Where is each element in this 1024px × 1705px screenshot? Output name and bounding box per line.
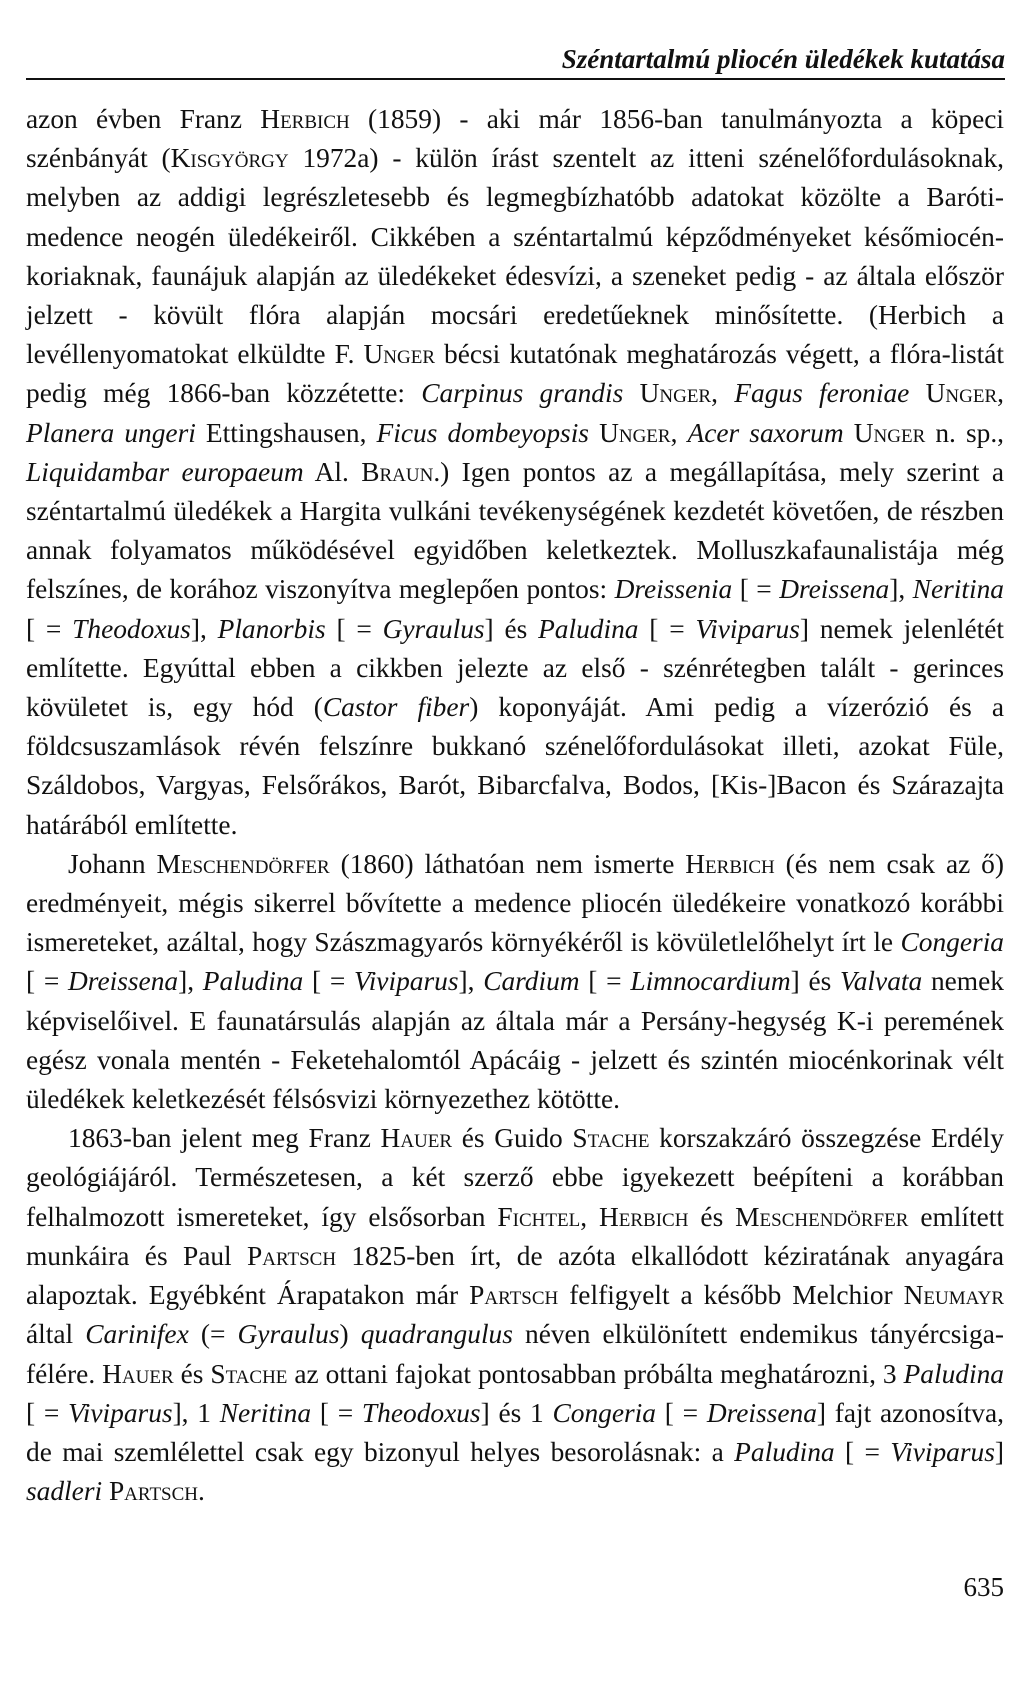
text-run: ) — [339, 1319, 361, 1350]
text-run: ] fajt azonosítva, de mai szemlélettel csak egy bizonyul helyes besorolásnak: a — [26, 1397, 1004, 1467]
text-run: korszakzáró összegzése Erdély geológiájáról. Természetesen, a két szerző ebbe igyekezett beépíteni a korábban felhalmozott ismereteket, így elsősorban — [26, 1123, 1004, 1232]
text-run: (és nem csak az ő) eredményeit, mégis sikerrel bővítette a medence pliocén üledékeire vonatkozó korábbi ismereteket, azáltal, hogy Szászmagyarós környékéről is kövületlelőhelyt írt le — [26, 848, 1004, 958]
author-name: Fichtel — [497, 1201, 581, 1232]
italic-term: Dreissenia — [614, 574, 733, 605]
text-run: [ = — [638, 613, 696, 644]
text-run: ], — [458, 966, 484, 997]
text-run: [ = — [325, 613, 383, 644]
page-number: 635 — [963, 1572, 1004, 1602]
italic-term: Neritina — [219, 1397, 312, 1428]
text-run: ], 1 — [172, 1397, 220, 1428]
text-run: n. sp., — [925, 417, 1005, 448]
author-name: Herbich — [260, 104, 350, 134]
text-run: Al. — [303, 456, 362, 487]
text-run: [ = — [579, 966, 631, 997]
italic-term: Viviparus — [695, 613, 800, 644]
text-run: 1972a) - külön írást szentelt az itteni szénelőfordulásoknak, melyben az addigi legrészletesebb és legmegbízhatóbb adatokat közölte a Baróti-medence neogén üledékeiről. Cikkében a széntartalmú képződményeket későmiocén-koriaknak, faunájuk alapján az üledékeket édesvízi, a szeneket pedig - az általa először jelzett - kövült flóra alapján mocsári eredetűeknek minősítette. (Herbich a levéllenyomatokat elküldte F. — [26, 143, 1004, 370]
italic-term: Carpinus grandis — [421, 378, 624, 409]
text-run: [ = — [303, 966, 354, 997]
italic-term: Planorbis — [217, 613, 326, 644]
text-run: ] és — [790, 966, 841, 997]
text-run — [844, 418, 854, 448]
text-run: [ = — [26, 966, 69, 997]
text-run: néven elkülönített endemikus tányércsiga-félére. — [26, 1319, 1004, 1389]
text-run: ] és — [484, 613, 539, 644]
italic-term: Paludina — [734, 1436, 835, 1467]
author-name: Unger — [639, 378, 712, 409]
italic-term: Neritina — [912, 574, 1004, 605]
header-rule — [26, 78, 1005, 80]
author-name: Stache — [210, 1358, 288, 1389]
italic-term: Congeria — [900, 927, 1004, 958]
italic-term: Paludina — [202, 966, 304, 997]
author-name: Partsch — [108, 1476, 199, 1507]
italic-term: Acer saxorum — [687, 417, 844, 448]
italic-term: Theodoxus — [361, 1397, 481, 1428]
text-run: ] — [994, 1436, 1004, 1467]
text-run: ) koponyáját. Ami pedig a vízerózió és a földcsuszamlások révén felszínre bukkanó szénelőfordulásokat illeti, azokat Füle, Száldobos, Vargyas, Felsőrákos, Barót, Bibarcfalva, Bodos, [Kis-]Bacon és Szárazajta határából említette. — [26, 692, 1004, 840]
author-name: Unger — [925, 378, 998, 409]
italic-term: Cardium — [483, 966, 580, 997]
italic-term: Congeria — [552, 1397, 656, 1428]
text-run: [ = — [732, 574, 780, 605]
author-name: Unger — [363, 339, 435, 370]
italic-term: Carinifex — [85, 1319, 189, 1350]
text-run: [ = — [834, 1436, 891, 1467]
paragraph-3 — [26, 1119, 1004, 1511]
italic-term: Fagus feroniae — [734, 378, 910, 409]
italic-term: Theodoxus — [72, 613, 191, 644]
author-name: Hauer — [380, 1123, 453, 1154]
text-run: ], — [889, 574, 913, 605]
text-run: által — [26, 1319, 86, 1350]
text-run: , — [997, 378, 1004, 409]
italic-term: Ficus dombeyopsis — [376, 417, 589, 448]
paragraph-1 — [26, 100, 1004, 845]
text-run — [102, 1476, 109, 1506]
text-run: ], — [178, 966, 203, 997]
italic-term: Castor fiber — [322, 692, 470, 723]
author-name: Hauer — [102, 1358, 174, 1389]
text-run: ] és 1 — [480, 1397, 553, 1428]
text-run: és — [688, 1201, 736, 1232]
text-run: [ = — [311, 1397, 362, 1428]
text-run: ] nemek jelenlétét említette. Egyúttal ebben a cikkben jelezte az első - szénrétegben talált - gerinces kövületet is, egy hód ( — [26, 613, 1004, 723]
text-run: felfigyelt a később Melchior — [558, 1280, 904, 1311]
italic-term: Viviparus — [68, 1397, 173, 1428]
text-run: bécsi kutatónak meghatározás végett, a flóra-listát pedig még 1866-ban közzétette: — [26, 339, 1004, 409]
text-run — [589, 418, 599, 448]
author-name: Partsch — [247, 1240, 337, 1271]
text-run: Ettingshausen, — [195, 417, 377, 448]
text-run: [ = — [655, 1397, 707, 1428]
italic-term: quadrangulus — [360, 1319, 513, 1350]
author-name: Herbich — [685, 848, 775, 879]
text-run: (1859) - aki már 1856-ban tanulmányozta a köpeci szénbányát ( — [26, 104, 1004, 174]
author-name: Stache — [572, 1123, 650, 1154]
body-text — [26, 100, 1004, 1511]
text-run: , — [711, 378, 735, 409]
text-run: , — [580, 1201, 599, 1232]
text-run: (1860) láthatóan nem ismerte — [329, 848, 686, 879]
running-header: Széntartalmú pliocén üledékek kutatása — [561, 44, 1005, 74]
text-run: (= — [188, 1319, 238, 1350]
italic-term: Paludina — [538, 613, 639, 644]
text-run: . — [198, 1476, 205, 1507]
author-name: Unger — [599, 417, 671, 448]
text-run: 1863-ban jelent meg Franz — [68, 1123, 381, 1154]
italic-term: Gyraulus — [382, 613, 485, 644]
italic-term: sadleri — [26, 1476, 103, 1507]
italic-term: Dreissena — [779, 574, 890, 605]
author-name: Herbich — [599, 1201, 689, 1232]
text-run: , — [670, 417, 688, 448]
italic-term: Valvata — [840, 966, 923, 997]
author-name: Meschendörfer — [735, 1201, 909, 1232]
paragraph-2 — [26, 845, 1004, 1119]
text-run: [ = — [26, 613, 73, 644]
text-run: 1825-ben írt, de azóta elkallódott kéziratának anyagára alapoztak. Egyébként Árapatakon már — [26, 1240, 1004, 1311]
text-run — [623, 378, 639, 408]
italic-term: Paludina — [903, 1358, 1004, 1389]
italic-term: Limnocardium — [630, 966, 791, 997]
author-name: Partsch — [469, 1280, 559, 1311]
text-run: az ottani fajokat pontosabban próbálta meghatározni, 3 — [287, 1358, 904, 1389]
italic-term: Dreissena — [706, 1397, 817, 1428]
text-run: nemek képviselőivel. E faunatársulás alapján az általa már a Persány-hegység K-i peremének egész vonala mentén - Feketehalomtól Apácáig - jelzett és szintén miocénkorinak vélt üledékek keletkezését félsósvizi környezethez kötötte. — [26, 966, 1004, 1115]
text-run — [909, 378, 925, 408]
text-run: azon évben Franz — [26, 104, 261, 134]
author-name: Unger — [853, 417, 926, 448]
text-run: Johann — [68, 848, 157, 879]
text-run: .) Igen pontos az a megállapítása, mely szerint a széntartalmú üledékek a Hargita vulkáni tevékenységének kezdetét követően, de részben annak folyamatos működésével egyidőben keletkeztek. Molluszkafaunalistája még felszínes, de korához viszonyítva meglepően pontos: — [26, 456, 1004, 605]
author-name: Meschendörfer — [156, 848, 330, 879]
text-run: említett munkáira és Paul — [26, 1201, 1004, 1271]
text-run: ], — [190, 613, 218, 644]
italic-term: Gyraulus — [237, 1319, 340, 1350]
italic-term: Dreissena — [68, 966, 179, 997]
italic-term: Viviparus — [354, 966, 459, 997]
author-name: Braun — [361, 456, 434, 487]
italic-term: Viviparus — [890, 1436, 995, 1467]
italic-term: Planera ungeri — [26, 417, 196, 448]
author-name: Neumayr — [903, 1280, 1004, 1311]
italic-term: Liquidambar europaeum — [26, 456, 304, 487]
author-name: Kisgyörgy — [170, 143, 289, 174]
text-run: és — [173, 1358, 211, 1389]
text-run: és Guido — [452, 1123, 573, 1154]
text-run: [ = — [26, 1397, 69, 1428]
